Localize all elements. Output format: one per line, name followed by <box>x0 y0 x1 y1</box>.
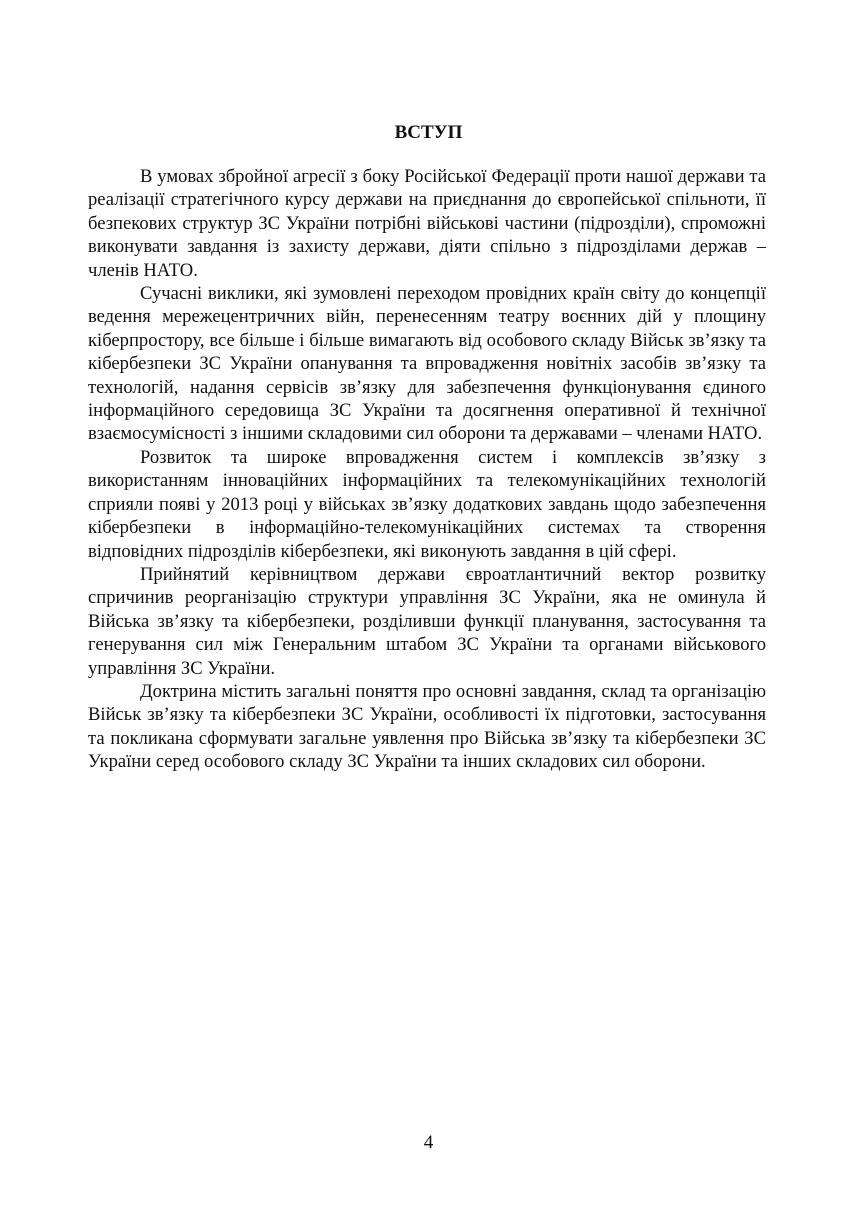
section-heading: ВСТУП <box>394 122 463 143</box>
page-number: 4 <box>423 1132 434 1153</box>
paragraph: Розвиток та широке впровадження систем і комплексів зв’язку з використанням інноваційних інформаційних та телекомунікаційних технологій сприяли появі у 2013 році у військах зв’язку додаткових завдань щодо забезпечення кібербезпеки в інформаційно-телекомунікаційних системах та створення відповідних підрозділів кібербезпеки, які виконують завдання в цій сфері. <box>88 446 766 562</box>
paragraph: Доктрина містить загальні поняття про основні завдання, склад та організацію Військ зв’язку та кібербезпеки ЗС України, особливості їх підготовки, застосування та покликана сформувати загальне уявлення про Війська зв’язку та кібербезпеки ЗС України серед особового складу ЗС України та інших складових сил оборони. <box>88 680 766 773</box>
paragraph: Прийнятий керівництвом держави євроатлантичний вектор розвитку спричинив реорганізацію структури управління ЗС України, яка не оминула й Війська зв’язку та кібербезпеки, розділивши функції планування, застосування та генерування сил між Генеральним штабом ЗС України та органами військового управління ЗС України. <box>88 563 766 679</box>
body-text <box>88 165 766 774</box>
paragraph: В умовах збройної агресії з боку Російської Федерації проти нашої держави та реалізації стратегічного курсу держави на приєднання до європейської спільноти, її безпекових структур ЗС України потрібні військові частини (підрозділи), спроможні виконувати завдання із захисту держави, діяти спільно з підрозділами держав – членів НАТО. <box>88 166 766 281</box>
paragraph: Сучасні виклики, які зумовлені переходом провідних країн світу до концепції ведення мережецентричних війн, перенесенням театру воєнних дій у площину кіберпростору, все більше і більше вимагають від особового складу Військ зв’язку та кібербезпеки ЗС України опанування та впровадження новітніх засобів зв’язку та технологій, надання сервісів зв’язку для забезпечення функціонування єдиного інформаційного середовища ЗС України та досягнення оперативної й технічної взаємосумісності з іншими складовими сил оборони та державами – членами НАТО. <box>88 283 766 445</box>
